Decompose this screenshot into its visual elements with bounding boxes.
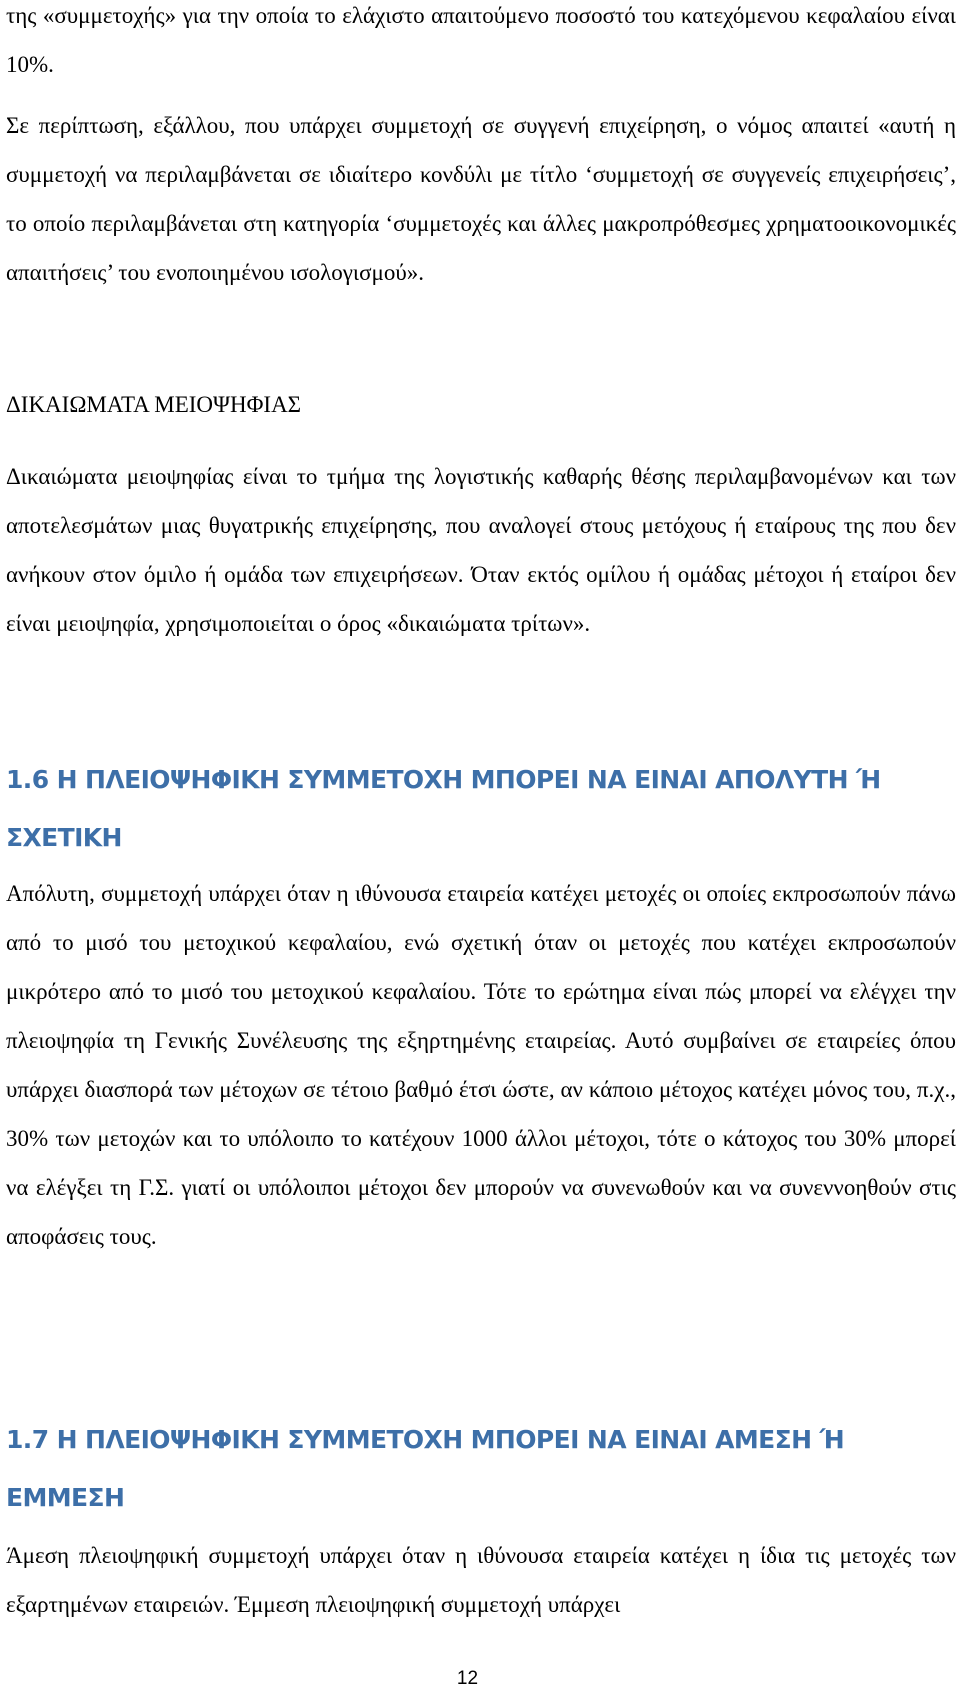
section-heading-1-6: 1.6 Η ΠΛΕΙΟΨΗΦΙΚΗ ΣΥΜΜΕΤΟΧΗ ΜΠΟΡΕΙ ΝΑ ΕΙΝΑΙ ΑΠΟΛΥΤΗ Ή ΣΧΕΤΙΚΗ [6,765,881,852]
section-heading-1-7: 1.7 Η ΠΛΕΙΟΨΗΦΙΚΗ ΣΥΜΜΕΤΟΧΗ ΜΠΟΡΕΙ ΝΑ ΕΙΝΑΙ ΑΜΕΣΗ Ή ΕΜΜΕΣΗ [6,1425,845,1512]
minority-rights-heading: ΔΙΚΑΙΩΜΑΤΑ ΜΕΙΟΨΗΦΙΑΣ [6,392,302,417]
page-number: 12 [456,1668,479,1689]
paragraph-minority-rights: Δικαιώματα μειοψηφίας είναι το τμήμα της λογιστικής καθαρής θέσης περιλαμβανομένων και των αποτελεσμάτων μιας θυγατρικής επιχείρησης, που αναλογεί στους μετόχους ή εταίρους της που δεν ανήκουν στον όμιλο ή ομάδα των επιχειρήσεων. Όταν εκτός ομίλου ή ομάδας μέτοχοι ή εταίροι δεν είναι μειοψηφία, χρησιμοποιείται ο όρος «δικαιώματα τρίτων». [6,464,956,636]
paragraph-continuation: της «συμμετοχής» για την οποία το ελάχιστο απαιτούμενο ποσοστό του κατεχόμενου κεφαλαίου είναι 10%. [6,3,956,77]
paragraph-related-participation: Σε περίπτωση, εξάλλου, που υπάρχει συμμετοχή σε συγγενή επιχείρηση, ο νόμος απαιτεί «αυτή η συμμετοχή να περιλαμβάνεται σε ιδιαίτερο κονδύλι με τίτλο ‘συμμετοχή σε συγγενείς επιχειρήσεις’, το οποίο περιλαμβάνεται στη κατηγορία ‘συμμετοχές και άλλες μακροπρόθεσμες χρηματοοικονομικές απαιτήσεις’ του ενοποιημένου ισολογισμού». [6,113,956,285]
paragraph-direct-indirect: Άμεση πλειοψηφική συμμετοχή υπάρχει όταν η ιθύνουσα εταιρεία κατέχει η ίδια τις μετοχές των εξαρτημένων εταιρειών. Έμμεση πλειοψηφική συμμετοχή υπάρχει [6,1543,956,1617]
paragraph-absolute-relative: Απόλυτη, συμμετοχή υπάρχει όταν η ιθύνουσα εταιρεία κατέχει μετοχές οι οποίες εκπροσωπούν πάνω από το μισό του μετοχικού κεφαλαίου, ενώ σχετική όταν οι μετοχές που κατέχει εκπροσωπούν μικρότερο από το μισό του μετοχικού κεφαλαίου. Τότε το ερώτημα είναι πώς μπορεί να ελέγχει την πλειοψηφία τη Γενικής Συνέλευσης της εξηρτημένης εταιρείας. Αυτό συμβαίνει σε εταιρείες όπου υπάρχει διασπορά των μέτοχων σε τέτοιο βαθμό έτσι ώστε, αν κάποιο μέτοχος κατέχει μόνος του, π.χ., 30% των μετοχών και το υπόλοιπο το κατέχουν 1000 άλλοι μέτοχοι, τότε ο κάτοχος του 30% μπορεί να ελέγξει τη Γ.Σ. γιατί οι υπόλοιποι μέτοχοι δεν μπορούν να συνενωθούν και να συνεννοηθούν στις αποφάσεις τους. [6,881,956,1249]
